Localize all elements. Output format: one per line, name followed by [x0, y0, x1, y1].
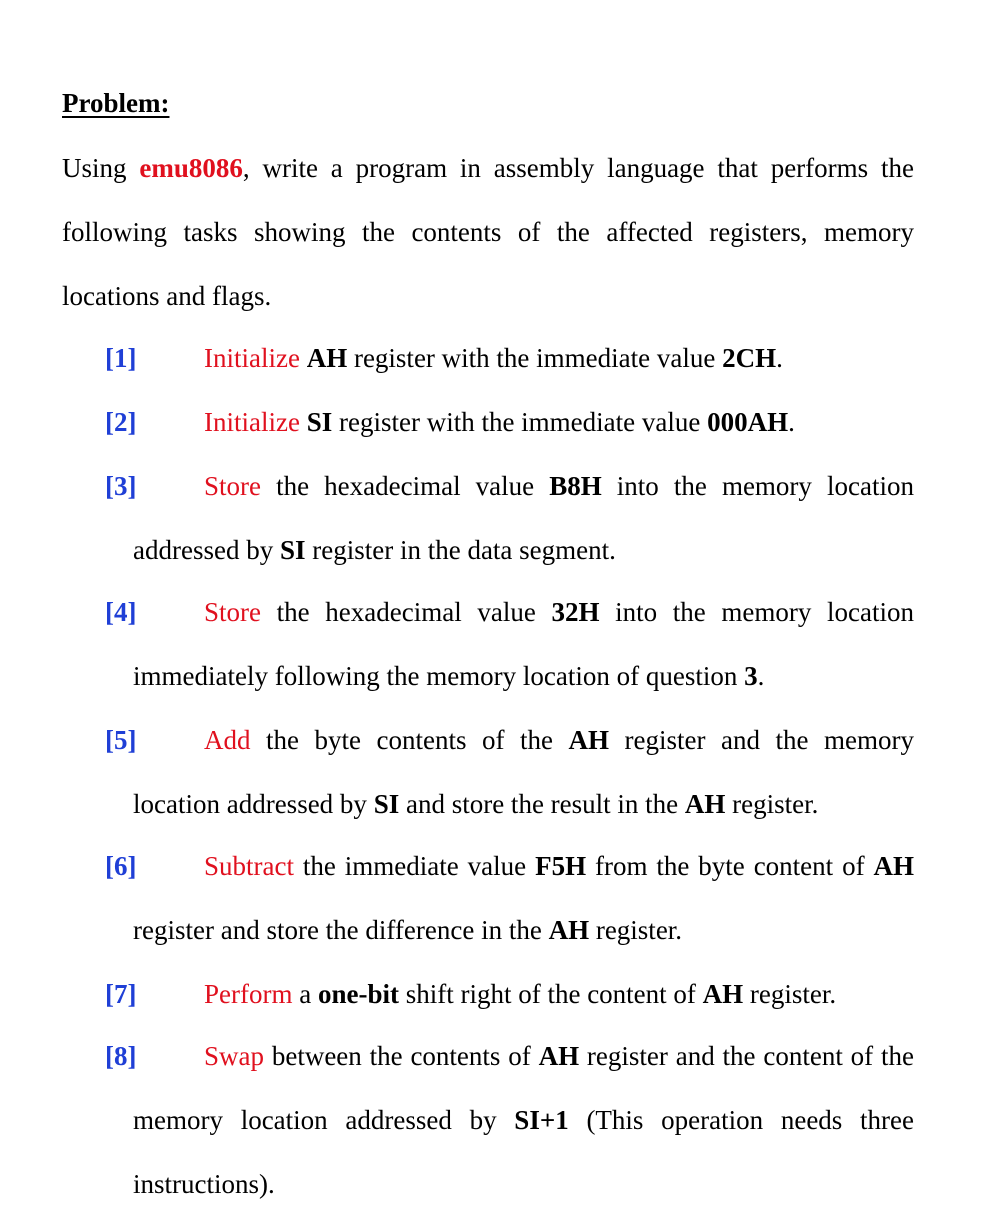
item-5-line-2: location addressed by SI and store the result in the AH register. [133, 789, 819, 819]
item-4-line-2: immediately following the memory location of question 3. [133, 661, 765, 691]
item-8-line-2: memory location addressed by SI+1 (This operation needs three [133, 1105, 914, 1135]
item-8-line-3: instructions). [133, 1169, 275, 1199]
item-number-7: [7] [105, 979, 137, 1009]
item-6-line-1: Subtract the immediate value F5H from the byte content of AH [204, 851, 914, 881]
item-number-1: [1] [105, 343, 137, 373]
intro-line-3: locations and flags. [62, 281, 272, 311]
item-3-line-2: addressed by SI register in the data segment. [133, 535, 616, 565]
item-6-line-2: register and store the difference in the AH register. [133, 915, 683, 945]
item-number-3: [3] [105, 471, 137, 501]
item-2-line-1: Initialize SI register with the immediate value 000AH. [204, 407, 795, 437]
item-number-4: [4] [105, 597, 137, 627]
item-8-line-1: Swap between the contents of AH register and the content of the [204, 1041, 914, 1071]
item-number-8: [8] [105, 1041, 137, 1071]
item-1-line-1: Initialize AH register with the immediate value 2CH. [204, 343, 783, 373]
item-7-line-1: Perform a one-bit shift right of the content of AH register. [204, 979, 837, 1009]
intro-line-1: Using emu8086, write a program in assembly language that performs the [62, 153, 914, 183]
intro-line-2: following tasks showing the contents of the affected registers, memory [62, 217, 914, 247]
software-name: emu8086 [139, 153, 243, 183]
item-4-line-1: Store the hexadecimal value 32H into the memory location [204, 597, 914, 627]
item-5-line-1: Add the byte contents of the AH register and the memory [204, 725, 914, 755]
item-number-6: [6] [105, 851, 137, 881]
problem-heading: Problem: [62, 88, 170, 118]
item-number-2: [2] [105, 407, 137, 437]
item-number-5: [5] [105, 725, 137, 755]
item-3-line-1: Store the hexadecimal value B8H into the memory location [204, 471, 914, 501]
